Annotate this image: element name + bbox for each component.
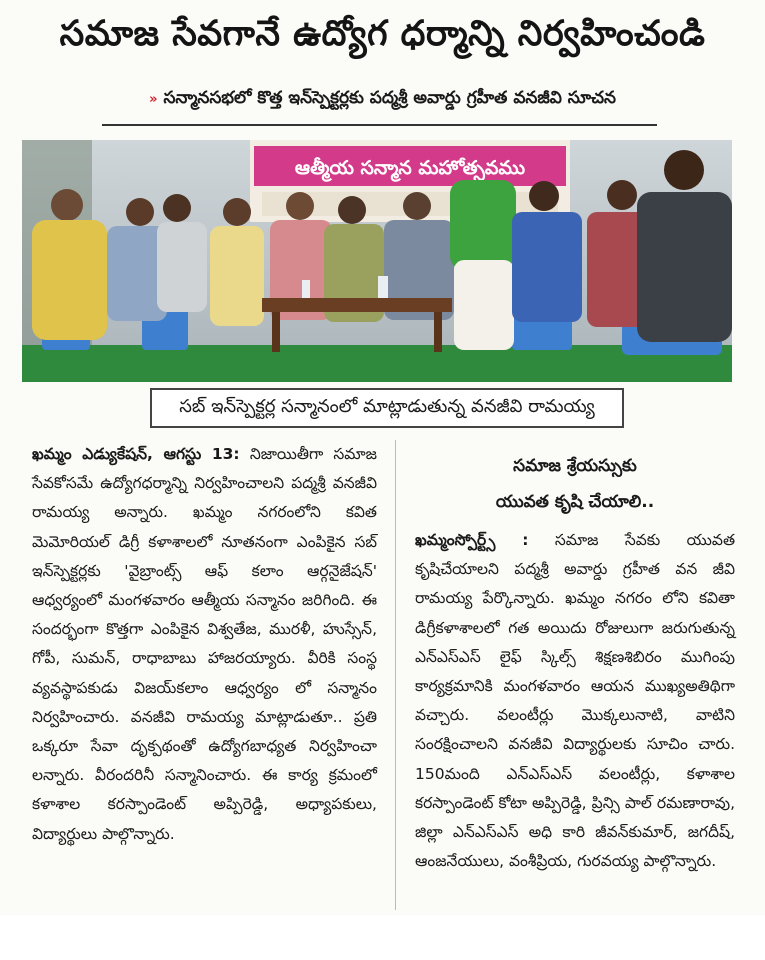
right-column — [415, 440, 735, 876]
right-body-text: సమాజ సేవకు యువత కృషిచేయాలని పద్మశ్రీ అవార్డు గ్రహీత వన జీవి రామయ్య పేర్కొన్నారు. ఖమ్మం నగరం లోని కవితా డిగ్రీకళాశాలలో గత అయిదు రోజులుగా జరుగుతున్న ఎన్ఎస్ఎస్ లైఫ్ స్కిల్స్ శిక్షణశిబిరం ముగింపు కార్యక్రమానికి మంగళవారం ఆయన ముఖ్యఅతిథిగా వచ్చారు. వలంటీర్లు మొక్కలునాటి, వాటిని సంరక్షించాలని వనజీవి విద్యార్థులకు సూచిం చారు. 150మంది ఎన్ఎస్ఎస్ వలంటీర్లు, కళాశాల కరస్పాండెంట్ కోటా అప్పిరెడ్డి, ప్రిన్సి పాల్ రమణారావు, జిల్లా ఎన్ఎస్ఎస్ అధి కారి జీవన్‌కుమార్, జగదీష్, ఆంజనేయులు, వంశీప్రియ, గురవయ్య పాల్గొన్నారు. — [415, 531, 735, 871]
right-subheading-line2: యువత కృషి చేయాలి.. — [495, 492, 655, 512]
news-photo — [22, 140, 732, 382]
right-subheading-line1: సమాజ శ్రేయస్సుకు — [513, 456, 637, 476]
deck-text: సన్మానసభలో కొత్త ఇన్‌స్పెక్టర్లకు పద్మశ్రీ అవార్డు గ్రహీత వనజీవి సూచన — [163, 88, 616, 108]
right-subheading — [415, 448, 735, 520]
column-divider — [395, 440, 396, 910]
table — [262, 298, 452, 312]
deck-rule — [102, 124, 657, 126]
headline: సమాజ సేవగానే ఉద్యోగ ధర్మాన్ని నిర్వహించండి — [59, 14, 706, 54]
deck-arrow-icon: » — [149, 92, 158, 107]
left-article-body — [32, 440, 377, 849]
banner-text: ఆత్మీయ సన్మాన మహోత్సవము — [294, 157, 526, 179]
deck — [0, 88, 765, 112]
right-dateline: ఖమ్మంస్పోర్ట్స్ : — [415, 531, 529, 549]
left-body-text: నిజాయితీగా సమాజ సేవకోసమే ఉద్యోగధర్మాన్ని నిర్వహించాలని పద్మశ్రీ వనజీవి రామయ్య అన్నారు. ఖమ్మం నగరంలోని కవిత మెమోరియల్ డిగ్రీ కళాశాలలో నూతనంగా ఎంపికైన సబ్ ఇన్‌స్పెక్టర్లకు 'వైబ్రాంట్స్ ఆఫ్ కలాం ఆర్గనైజేషన్' ఆధ్వర్యంలో మంగళవారం ఆత్మీయ సన్మానం జరిగింది. ఈ సందర్భంగా కొత్తగా ఎంపికైన విశ్వతేజ, మురళీ, హుస్సేన్, గోపీ, సుమన్, రాధాబాబు హాజరయ్యారు. వీరికి సంస్థ వ్యవస్థాపకుడు విజయ్‌కలాం ఆధ్వర్యం లో సన్మానం నిర్వహించారు. వనజీవి రామయ్య మాట్లాడుతూ.. ప్రతి ఒక్కరూ సేవా దృక్పథంతో ఉద్యోగబాధ్యత నిర్వహించా లన్నారు. వీరందరినీ సన్మానించారు. ఈ కార్య క్రమంలో కళాశాల కరస్పాండెంట్ అప్పిరెడ్డి, అధ్యాపకులు, విద్యార్థులు పాల్గొన్నారు. — [32, 445, 377, 843]
photo-illustration — [22, 140, 732, 382]
left-column — [32, 440, 377, 849]
right-article-body — [415, 526, 735, 876]
left-dateline: ఖమ్మం ఎడ్యుకేషన్, ఆగస్టు 13: — [32, 445, 240, 463]
photo-caption: సబ్ ఇన్‌స్పెక్టర్ల సన్మానంలో మాట్లాడుతున్న వనజీవి రామయ్య — [150, 388, 624, 428]
